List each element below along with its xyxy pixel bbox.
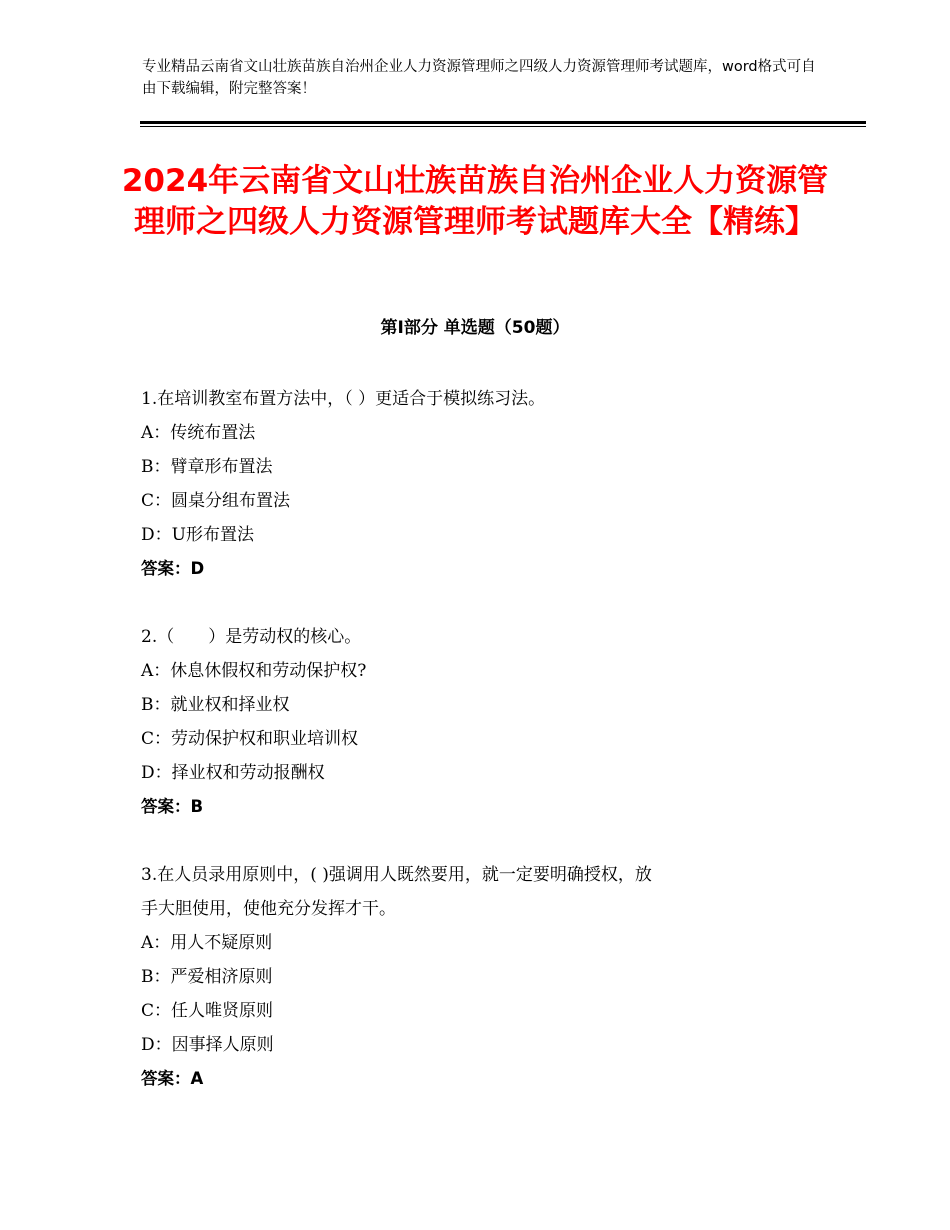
section-title: 第Ⅰ部分 单选题（50题） <box>380 318 570 338</box>
option-c: C：劳动保护权和职业培训权 <box>141 729 359 749</box>
option-d: D：择业权和劳动报酬权 <box>141 763 325 783</box>
option-d: D：U形布置法 <box>141 525 254 545</box>
option-d: D：因事择人原则 <box>141 1035 274 1055</box>
answer: 答案：B <box>141 797 204 816</box>
question-spacer <box>141 586 811 620</box>
question-spacer <box>141 824 811 858</box>
document-title: 2024年云南省文山壮族苗族自治州企业人力资源管理师之四级人力资源管理师考试题库大全【精练】 <box>121 163 829 240</box>
question-2 <box>141 620 811 824</box>
header-rule-thin <box>140 126 866 127</box>
header-note: 专业精品云南省文山壮族苗族自治州企业人力资源管理师之四级人力资源管理师考试题库，word格式可自由下载编辑，附完整答案！ <box>142 59 816 97</box>
option-a: A：休息休假权和劳动保护权? <box>141 661 367 681</box>
question-stem-line: 1.在培训教室布置方法中，（ ）更适合于模拟练习法。 <box>141 389 546 409</box>
option-c: C：圆桌分组布置法 <box>141 491 291 511</box>
answer: 答案：D <box>141 559 205 578</box>
option-a: A：传统布置法 <box>141 423 256 443</box>
option-c: C：任人唯贤原则 <box>141 1001 274 1021</box>
question-1 <box>141 382 811 586</box>
option-b: B：严爱相济原则 <box>141 967 273 987</box>
question-stem-line: 手大胆使用，使他充分发挥才干。 <box>141 899 396 919</box>
option-b: B：就业权和择业权 <box>141 695 290 715</box>
option-b: B：臂章形布置法 <box>141 457 273 477</box>
answer: 答案：A <box>141 1069 204 1088</box>
question-list <box>141 382 811 1096</box>
question-stem-line: 2.（ ）是劳动权的核心。 <box>141 627 362 647</box>
header-rule-thick <box>140 121 866 124</box>
question-3 <box>141 858 811 1096</box>
question-stem-line: 3.在人员录用原则中，( )强调用人既然要用，就一定要明确授权，放 <box>141 865 652 885</box>
option-a: A：用人不疑原则 <box>141 933 273 953</box>
